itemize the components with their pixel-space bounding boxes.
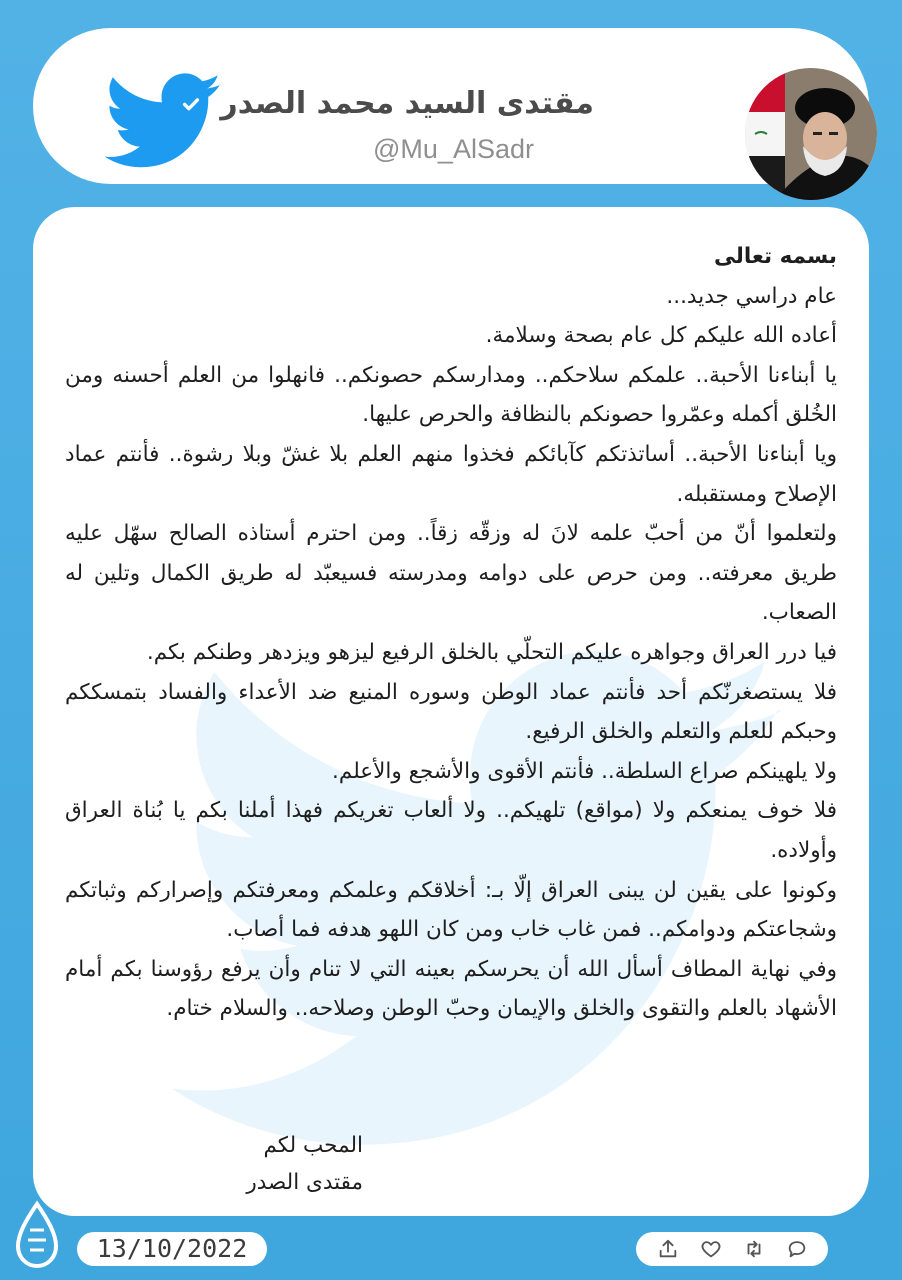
- reply-icon[interactable]: [786, 1238, 808, 1260]
- tweet-paragraph: وفي نهاية المطاف أسأل الله أن يحرسكم بعينه التي لا تنام وأن يرفع رؤوسنا بكم أمام الأشهاد بالعلم والتقوى والخلق والإيمان وحبّ الوطن وصلاحه.. والسلام ختام.: [65, 956, 837, 1022]
- tweet-actions: [636, 1232, 828, 1266]
- tweet-paragraph: ويا أبناءنا الأحبة.. أساتذتكم كآبائكم فخذوا منهم العلم بلا غشّ وبلا رشوة.. فأنتم عماد الإصلاح ومستقبله.: [65, 441, 837, 507]
- tweet-paragraph: يا أبناءنا الأحبة.. علمكم سلاحكم.. ومدارسكم حصونكم.. فانهلوا من العلم أحسنه ومن الخُلق أكمله وعمّروا حصونكم بالنظافة والحرص عليها.: [65, 362, 837, 428]
- profile-header: [33, 28, 869, 184]
- tweet-paragraph: أعاده الله عليكم كل عام بصحة وسلامة.: [485, 323, 837, 349]
- signature-line: المحب لكم: [263, 1133, 363, 1158]
- tweet-heading: بسمه تعالى: [714, 244, 837, 269]
- tweet-card: [33, 207, 869, 1216]
- tweet-paragraph: ولتعلموا أنّ من أحبّ علمه لانَ له وزقّه زقاً.. ومن احترم أستاذه الصالح سهّل عليه طريق معرفته.. ومن حرص على دوامه ومدرسته فسيعبّد له طريق الكمال وتلين له الصعاب.: [65, 521, 837, 626]
- tweet-paragraph: عام دراسي جديد...: [666, 283, 837, 309]
- tweet-paragraph: فلا يستصغرنّكم أحد فأنتم عماد الوطن وسوره المنيع ضد الأعداء والفساد بتمسككم وحبكم للعلم والتعلم والخلق الرفيع.: [65, 679, 837, 745]
- tweet-paragraph: فلا خوف يمنعكم ولا (مواقع) تلهيكم.. ولا ألعاب تغريكم فهذا أملنا بكم يا بُناة العراق وأولاده.: [65, 798, 837, 863]
- tweet-signature: [243, 1127, 363, 1201]
- tweet-paragraph: وكونوا على يقين لن يبنى العراق إلّا بـ: أخلاقكم وعلمكم ومعرفتكم وإصراركم وثباتكم وشجاعتكم ودوامكم.. فمن غاب خاب ومن كان اللهو هدفه فما أصاب.: [65, 877, 837, 943]
- avatar[interactable]: [745, 68, 877, 200]
- share-icon[interactable]: [657, 1238, 679, 1260]
- verified-badge-icon: [174, 87, 208, 121]
- avatar-portrait-icon: [745, 68, 877, 200]
- display-name[interactable]: مقتدى السيد محمد الصدر: [220, 86, 594, 121]
- tweet-date: 13/10/2022: [77, 1232, 267, 1266]
- tweet-paragraph: ولا يلهينكم صراع السلطة.. فأنتم الأقوى والأشجع والأعلم.: [332, 758, 837, 784]
- tweet-paragraph: فيا درر العراق وجواهره عليكم التحلّي بالخلق الرفيع ليزهو ويزدهر وطنكم بكم.: [146, 639, 837, 665]
- display-name-row: [174, 86, 594, 121]
- like-icon[interactable]: [700, 1238, 722, 1260]
- user-handle[interactable]: @Mu_AlSadr: [373, 134, 534, 164]
- tweet-text: [65, 237, 837, 1029]
- publisher-logo-icon: [6, 1200, 68, 1272]
- retweet-icon[interactable]: [743, 1238, 765, 1260]
- signature-name: مقتدى الصدر: [246, 1170, 363, 1195]
